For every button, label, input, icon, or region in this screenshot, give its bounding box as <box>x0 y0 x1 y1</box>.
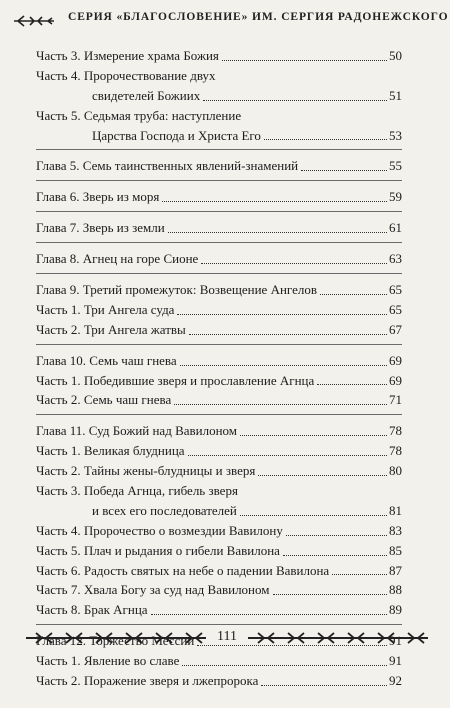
toc-entry-page: 63 <box>389 251 402 267</box>
toc-entry-page: 71 <box>389 392 402 408</box>
toc-entry <box>36 371 402 391</box>
toc-entry-page: 91 <box>389 633 402 649</box>
dot-leader <box>201 263 387 264</box>
toc-entry-page: 85 <box>389 542 402 558</box>
dot-leader <box>189 334 387 335</box>
toc-entry-title: Глава 9. Третий промежуток: Возвещение Ангелов <box>36 282 317 297</box>
page-number: 111 <box>217 629 237 644</box>
toc-entry-title: Часть 4. Пророчествование двух <box>36 67 216 83</box>
toc-entry <box>36 461 402 481</box>
toc-entry-title: Глава 6. Зверь из моря <box>36 189 160 205</box>
dot-leader <box>222 60 387 61</box>
toc-entry-title: и всех его последователей <box>92 502 237 518</box>
toc-entry-page: 61 <box>389 220 402 236</box>
toc-entry-page: 91 <box>389 653 402 669</box>
toc-entry-title: Часть 1. Явление во славе <box>36 653 180 669</box>
toc-entry <box>36 561 402 581</box>
dot-leader <box>188 455 387 456</box>
dot-leader <box>174 404 387 405</box>
toc-entry-page: 81 <box>389 502 402 518</box>
toc-entry-title: Глава 8. Агнец на горе Сионе <box>36 251 199 267</box>
section-divider <box>36 242 402 243</box>
toc-entry-title: Часть 4. Пророчество о возмездии Вавилону <box>36 522 283 538</box>
series-title: СЕРИЯ «БЛАГОСЛОВЕНИЕ» ИМ. СЕРГИЯ РАДОНЕЖСКОГО <box>68 11 449 23</box>
toc-entry <box>36 580 402 600</box>
toc-entry-title: Глава 12. Торжество Мессии <box>36 633 195 649</box>
toc-entry-title: Часть 1. Победившие зверя и прославление Агнца <box>36 372 315 388</box>
dot-leader <box>203 100 387 101</box>
toc-entry-title: Часть 3. Победа Агнца, гибель зверя <box>36 483 238 499</box>
section-divider <box>36 149 402 150</box>
toc-entry-title: Часть 8. Брак Агнца <box>36 602 148 618</box>
dot-leader <box>286 535 387 536</box>
toc-entry <box>36 421 402 441</box>
section-divider <box>36 273 402 274</box>
toc-entry <box>36 46 402 66</box>
toc-entry <box>36 86 402 106</box>
toc-entry-page: 83 <box>389 522 402 538</box>
toc-entry-title: Часть 3. Измерение храма Божия <box>36 47 219 63</box>
toc-entry-title: Глава 5. Семь таинственных явлений-знамений <box>36 158 299 174</box>
toc-entry <box>36 671 402 691</box>
toc-entry <box>36 187 402 207</box>
toc-entry <box>36 300 402 320</box>
toc-entry-title: Часть 5. Седьмая труба: наступление <box>36 107 242 123</box>
toc-entry <box>36 320 402 340</box>
toc-entry <box>36 126 402 146</box>
toc-entry <box>36 541 402 561</box>
toc-entry <box>36 156 402 176</box>
toc-entry <box>36 218 402 238</box>
toc-entry-title: Часть 2. Тайны жены-блудницы и зверя <box>36 463 256 479</box>
toc-entry-page: 65 <box>389 301 402 317</box>
toc-entry-title: Глава 10. Семь чаш гнева <box>36 352 177 368</box>
section-divider <box>36 344 402 345</box>
toc-entry <box>36 106 402 126</box>
toc-entry <box>36 600 402 620</box>
dot-leader <box>240 515 387 516</box>
toc-entry-title: Глава 7. Зверь из земли <box>36 220 165 236</box>
dot-leader <box>151 614 387 615</box>
toc-entry <box>36 66 402 86</box>
toc-entry-page: 69 <box>389 372 402 388</box>
dot-leader <box>273 594 388 595</box>
toc-entry-page: 55 <box>389 158 402 174</box>
toc-entry-page: 89 <box>389 602 402 618</box>
dot-leader <box>162 201 387 202</box>
dot-leader <box>261 685 387 686</box>
dot-leader <box>264 139 387 140</box>
dot-leader <box>301 170 387 171</box>
toc-entry-page: 59 <box>389 189 402 205</box>
dot-leader <box>332 574 387 575</box>
toc-entry <box>36 280 402 300</box>
dot-leader <box>182 665 387 666</box>
dot-leader <box>258 475 387 476</box>
toc-entry <box>36 351 402 371</box>
header-ornament-icon <box>12 14 56 28</box>
toc-entry-page: 65 <box>389 282 402 297</box>
toc-entry-title: Часть 1. Великая блудница <box>36 443 185 459</box>
footer-right-ornament-icon <box>248 631 428 645</box>
toc-entry-title: Часть 2. Три Ангела жатвы <box>36 321 186 337</box>
dot-leader <box>320 294 387 295</box>
toc-entry-title: Часть 2. Семь чаш гнева <box>36 392 172 408</box>
toc-entry-page: 50 <box>389 47 402 63</box>
toc-entry-title: Глава 11. Суд Божий над Вавилоном <box>36 423 238 439</box>
toc-entry-page: 88 <box>389 582 402 598</box>
table-of-contents <box>36 46 402 691</box>
toc-entry-title: Царства Господа и Христа Его <box>92 127 261 143</box>
dot-leader <box>180 365 387 366</box>
dot-leader <box>317 384 387 385</box>
dot-leader <box>177 314 387 315</box>
toc-entry-page: 51 <box>389 87 402 103</box>
section-divider <box>36 211 402 212</box>
page-footer <box>12 626 438 650</box>
toc-entry-page: 69 <box>389 352 402 368</box>
toc-entry-title: Часть 6. Радость святых на небе о падении Вавилона <box>36 562 330 578</box>
toc-entry-title: Часть 2. Поражение зверя и лжепророка <box>36 673 259 689</box>
toc-entry-title: Часть 5. Плач и рыдания о гибели Вавилона <box>36 542 280 558</box>
section-divider <box>36 414 402 415</box>
toc-entry-page: 80 <box>389 463 402 479</box>
toc-entry <box>36 481 402 501</box>
toc-entry <box>36 651 402 671</box>
toc-entry <box>36 390 402 410</box>
page-header <box>12 10 449 36</box>
toc-entry-page: 67 <box>389 321 402 337</box>
toc-entry-page: 92 <box>389 673 402 689</box>
toc-entry <box>36 249 402 269</box>
dot-leader <box>168 232 387 233</box>
dot-leader <box>240 435 387 436</box>
toc-entry <box>36 501 402 521</box>
toc-entry <box>36 521 402 541</box>
toc-entry-page: 78 <box>389 423 402 439</box>
footer-left-ornament-icon <box>26 631 206 645</box>
toc-entry-title: Часть 1. Три Ангела суда <box>36 301 175 317</box>
toc-entry <box>36 441 402 461</box>
toc-entry-title: Часть 7. Хвала Богу за суд над Вавилоном <box>36 582 270 598</box>
toc-entry-page: 78 <box>389 443 402 459</box>
dot-leader <box>283 555 387 556</box>
section-divider <box>36 180 402 181</box>
toc-entry-title: свидетелей Божиих <box>92 87 201 103</box>
toc-entry-page: 87 <box>389 562 402 578</box>
toc-entry-page: 53 <box>389 127 402 143</box>
